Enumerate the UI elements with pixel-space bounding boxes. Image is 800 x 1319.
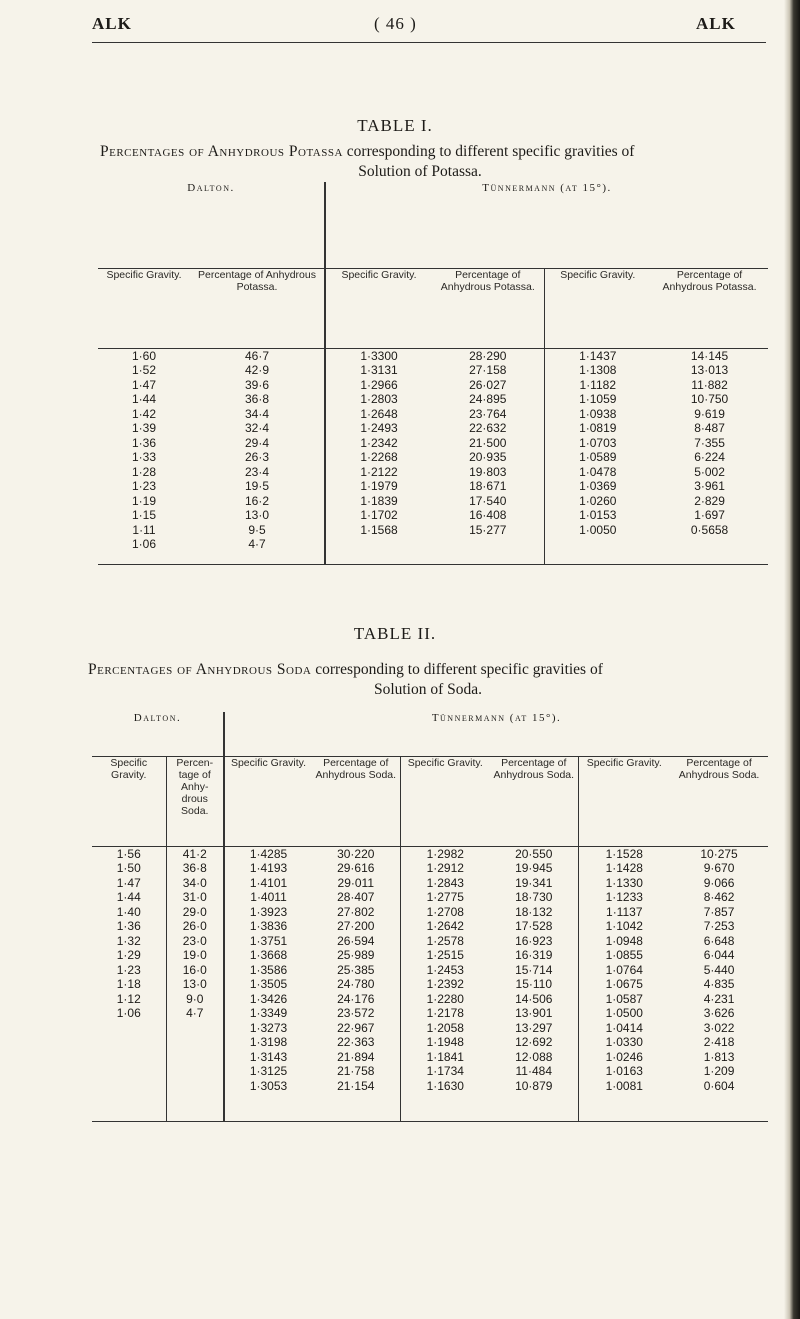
table-cell: 21·894 bbox=[337, 1049, 375, 1064]
table-cell: 12·088 bbox=[515, 1049, 553, 1064]
table-cell: 1·1630 bbox=[426, 1078, 464, 1093]
table-cell: 1·44 bbox=[116, 890, 141, 904]
table-cell: 6·648 bbox=[703, 933, 735, 948]
table-cell: 7·857 bbox=[703, 904, 735, 919]
table-cell: 20·935 bbox=[469, 450, 507, 464]
table-cell: 1·0587 bbox=[605, 991, 643, 1006]
table-cell: 29·0 bbox=[182, 904, 207, 919]
table-cell: 15·110 bbox=[515, 977, 552, 991]
table2-header: Specific Gravity. bbox=[400, 756, 490, 846]
header-left: ALK bbox=[92, 14, 132, 33]
table-cell: 1·1979 bbox=[360, 479, 398, 493]
table1-group-dalton: Dalton. bbox=[98, 182, 325, 268]
table-cell: 22·632 bbox=[469, 421, 507, 435]
table-cell: 1·0703 bbox=[579, 435, 617, 450]
table-cell: 1·2178 bbox=[426, 1006, 464, 1020]
table-cell: 27·802 bbox=[337, 904, 375, 919]
table2-group-dalton: Dalton. bbox=[92, 712, 224, 756]
table2-col-gravity bbox=[578, 846, 670, 1121]
table-cell: 5·440 bbox=[703, 962, 735, 977]
table-cell: 1·1233 bbox=[605, 890, 643, 904]
table-cell: 4·835 bbox=[703, 977, 735, 991]
table-cell: 31·0 bbox=[182, 890, 207, 904]
table-cell: 14·506 bbox=[515, 991, 553, 1006]
table1-col-gravity bbox=[98, 348, 190, 564]
table-cell: 16·2 bbox=[244, 493, 270, 508]
table1-col-percentage bbox=[432, 348, 544, 564]
table-cell: 19·803 bbox=[469, 464, 507, 479]
table-cell: 4·7 bbox=[248, 537, 266, 551]
page-edge-shadow bbox=[784, 0, 800, 1319]
table-cell: 1·2966 bbox=[360, 377, 398, 392]
table-cell: 27·158 bbox=[469, 363, 507, 377]
page-number: ( 46 ) bbox=[374, 14, 417, 33]
table1-header: Percentage of Anhydrous Potassa. bbox=[190, 268, 325, 348]
table1-header: Percentage of Anhydrous Potassa. bbox=[651, 268, 768, 348]
table-cell: 23·4 bbox=[244, 464, 270, 479]
table-cell: 1·2912 bbox=[426, 861, 464, 875]
table-cell: 1·3751 bbox=[249, 933, 288, 948]
table-cell: 1·0246 bbox=[605, 1049, 643, 1064]
table1-desc-lead: Percentages of Anhydrous Potassa bbox=[100, 143, 343, 160]
table-cell: 1·2122 bbox=[360, 464, 398, 479]
table2-title: TABLE II. bbox=[353, 624, 437, 643]
table-cell: 1·2843 bbox=[426, 875, 464, 890]
table-cell: 2·829 bbox=[694, 493, 725, 508]
table-cell: 1·3300 bbox=[360, 348, 398, 363]
table-cell: 1·50 bbox=[116, 861, 141, 875]
table-cell: 1·2803 bbox=[360, 392, 398, 406]
table-cell: 1·2280 bbox=[426, 991, 464, 1006]
table-cell: 1·11 bbox=[132, 522, 156, 537]
table-cell: 1·23 bbox=[131, 479, 157, 493]
table-cell: 1·2268 bbox=[360, 450, 398, 464]
table-cell: 1·1702 bbox=[360, 508, 398, 522]
table2-col-percentage bbox=[312, 846, 400, 1121]
table-cell: 22·967 bbox=[337, 1020, 375, 1035]
table-cell: 1·0260 bbox=[579, 493, 617, 508]
table2-group-tunnermann: Tünnermann (at 15°). bbox=[224, 712, 768, 756]
table-cell: 16·923 bbox=[515, 933, 553, 948]
table-cell: 1·0819 bbox=[579, 421, 617, 435]
table-cell: 19·5 bbox=[244, 479, 270, 493]
table-cell: 1·0369 bbox=[579, 479, 617, 493]
table-cell: 1·06 bbox=[131, 537, 157, 551]
table1-col-gravity bbox=[544, 348, 651, 564]
table-cell: 13·901 bbox=[515, 1006, 553, 1020]
table-cell: 25·989 bbox=[337, 948, 375, 962]
table-cell: 1·209 bbox=[703, 1064, 735, 1078]
table-cell: 1·2453 bbox=[426, 962, 464, 977]
table-cell: 16·0 bbox=[182, 962, 207, 977]
table-cell: 1·3198 bbox=[249, 1035, 288, 1049]
table-cell: 3·022 bbox=[703, 1020, 735, 1035]
table-cell: 23·764 bbox=[469, 406, 507, 421]
table-cell: 1·0153 bbox=[579, 508, 617, 522]
table-cell: 4·7 bbox=[186, 1006, 204, 1020]
table-cell: 1·47 bbox=[131, 377, 157, 392]
table1-header: Specific Gravity. bbox=[98, 268, 190, 348]
table-cell: 15·277 bbox=[469, 522, 507, 537]
table-cell: 9·670 bbox=[703, 861, 735, 875]
table-cell: 19·0 bbox=[182, 948, 207, 962]
table-cell: 22·363 bbox=[337, 1035, 375, 1049]
table-cell: 18·671 bbox=[469, 479, 507, 493]
table-cell: 10·750 bbox=[690, 392, 729, 406]
table2-header: Percen- tage of Anhy- drous Soda. bbox=[166, 756, 224, 846]
table-cell: 1·3426 bbox=[249, 991, 288, 1006]
table-cell: 13·013 bbox=[690, 363, 729, 377]
table-cell: 6·044 bbox=[703, 948, 735, 962]
header-right: ALK bbox=[696, 14, 736, 33]
table-cell: 1·0414 bbox=[605, 1020, 643, 1035]
table2-header: Specific Gravity. bbox=[92, 756, 166, 846]
table2-header: Specific Gravity. bbox=[578, 756, 670, 846]
table2-col-percentage bbox=[490, 846, 578, 1121]
table1-desc-end: Solution of Potassa. bbox=[358, 163, 482, 180]
table-cell: 1·2392 bbox=[426, 977, 464, 991]
table1-header: Percentage of Anhydrous Potassa. bbox=[432, 268, 544, 348]
table-cell: 1·813 bbox=[703, 1049, 735, 1064]
table-cell: 1·47 bbox=[116, 875, 141, 890]
table-cell: 1·3053 bbox=[249, 1078, 288, 1093]
table-cell: 12·692 bbox=[515, 1035, 553, 1049]
table1-desc-mid: corresponding to different specific gravities of bbox=[342, 143, 635, 160]
table-cell: 24·895 bbox=[469, 392, 507, 406]
table-cell: 21·154 bbox=[337, 1078, 375, 1093]
table-cell: 18·132 bbox=[515, 904, 553, 919]
table-cell: 1·3273 bbox=[249, 1020, 288, 1035]
table-cell: 1·3349 bbox=[249, 1006, 288, 1020]
table-cell: 1·2515 bbox=[426, 948, 464, 962]
table-cell: 1·1841 bbox=[426, 1049, 464, 1064]
table2-desc-end: Solution of Soda. bbox=[373, 681, 483, 698]
table-cell: 1·3505 bbox=[249, 977, 288, 991]
table-cell: 26·3 bbox=[244, 450, 270, 464]
table-cell: 27·200 bbox=[337, 919, 375, 933]
table-cell: 1·0478 bbox=[579, 464, 617, 479]
table-cell: 1·29 bbox=[116, 948, 141, 962]
table-cell: 21·500 bbox=[469, 435, 507, 450]
table-cell: 0·5658 bbox=[690, 522, 729, 537]
table-cell: 1·33 bbox=[131, 450, 157, 464]
table-cell: 23·572 bbox=[337, 1006, 375, 1020]
table-cell: 1·23 bbox=[116, 962, 141, 977]
table-cell: 1·2642 bbox=[426, 919, 464, 933]
table-cell: 11·882 bbox=[691, 377, 728, 392]
table-cell: 7·253 bbox=[703, 919, 735, 933]
table-cell: 1·3923 bbox=[249, 904, 288, 919]
table-cell: 16·319 bbox=[515, 948, 553, 962]
table-cell: 29·011 bbox=[337, 875, 374, 890]
table-cell: 2·418 bbox=[703, 1035, 735, 1049]
table-cell: 1·697 bbox=[694, 508, 725, 522]
table-cell: 1·39 bbox=[131, 421, 157, 435]
table-cell: 3·626 bbox=[703, 1006, 735, 1020]
table2-desc-mid: corresponding to different specific gravities of bbox=[311, 661, 603, 678]
table1-col-percentage bbox=[190, 348, 325, 564]
table-cell: 1·0050 bbox=[579, 522, 617, 537]
table-cell: 13·0 bbox=[182, 977, 207, 991]
table-cell: 1·1948 bbox=[426, 1035, 464, 1049]
table-cell: 1·1568 bbox=[360, 522, 398, 537]
table-cell: 1·52 bbox=[131, 363, 157, 377]
table-cell: 11·484 bbox=[515, 1064, 552, 1078]
table-cell: 18·730 bbox=[515, 890, 553, 904]
table-cell: 25·385 bbox=[337, 962, 375, 977]
table-cell: 28·407 bbox=[337, 890, 375, 904]
table1-header: Specific Gravity. bbox=[325, 268, 432, 348]
table-cell: 34·0 bbox=[182, 875, 207, 890]
table-cell: 1·0855 bbox=[605, 948, 643, 962]
table-cell: 4·231 bbox=[703, 991, 735, 1006]
table-cell: 16·408 bbox=[469, 508, 507, 522]
table-cell: 1·2708 bbox=[426, 904, 464, 919]
table-cell: 13·297 bbox=[515, 1020, 553, 1035]
table-cell: 1·0675 bbox=[605, 977, 643, 991]
table-cell: 1·19 bbox=[131, 493, 157, 508]
table2-col-gravity bbox=[224, 846, 312, 1121]
table-cell: 1·2982 bbox=[426, 846, 464, 861]
table-cell: 1·2493 bbox=[360, 421, 398, 435]
table-cell: 1·40 bbox=[116, 904, 141, 919]
table-cell: 1·60 bbox=[131, 348, 157, 363]
table-cell: 7·355 bbox=[694, 435, 725, 450]
table-cell: 13·0 bbox=[244, 508, 270, 522]
table-cell: 1·2775 bbox=[426, 890, 464, 904]
table-cell: 1·0500 bbox=[605, 1006, 643, 1020]
table-cell: 1·56 bbox=[116, 846, 141, 861]
table-cell: 20·550 bbox=[515, 846, 553, 861]
table-cell: 24·780 bbox=[337, 977, 375, 991]
table-cell: 1·1042 bbox=[605, 919, 643, 933]
table2 bbox=[92, 712, 768, 1122]
table-cell: 1·0938 bbox=[579, 406, 617, 421]
table-cell: 29·616 bbox=[337, 861, 375, 875]
table-cell: 19·341 bbox=[515, 875, 553, 890]
table-cell: 1·1528 bbox=[605, 846, 643, 861]
table-cell: 9·619 bbox=[694, 406, 725, 421]
table-cell: 9·0 bbox=[186, 991, 204, 1006]
table-cell: 5·002 bbox=[694, 464, 725, 479]
table-cell: 1·42 bbox=[131, 406, 157, 421]
table-cell: 1·36 bbox=[131, 435, 157, 450]
table1-col-percentage bbox=[651, 348, 768, 564]
table-cell: 1·12 bbox=[116, 991, 141, 1006]
table-cell: 28·290 bbox=[469, 348, 507, 363]
table-cell: 41·2 bbox=[182, 846, 207, 861]
table1-col-gravity bbox=[325, 348, 432, 564]
table-cell: 1·28 bbox=[131, 464, 157, 479]
table-cell: 1·2578 bbox=[426, 933, 464, 948]
table-cell: 1·44 bbox=[131, 392, 157, 406]
table-cell: 29·4 bbox=[244, 435, 270, 450]
table1-group-tunnermann: Tünnermann (at 15°). bbox=[325, 182, 768, 268]
table-cell: 34·4 bbox=[244, 406, 270, 421]
table-cell: 1·3586 bbox=[249, 962, 288, 977]
table-cell: 1·0330 bbox=[605, 1035, 643, 1049]
table-cell: 1·15 bbox=[131, 508, 157, 522]
table-cell: 1·1330 bbox=[605, 875, 643, 890]
table-cell: 1·3125 bbox=[249, 1064, 288, 1078]
table-cell: 1·0764 bbox=[605, 962, 643, 977]
table-cell: 30·220 bbox=[337, 846, 375, 861]
table2-description bbox=[88, 660, 768, 700]
table-cell: 8·462 bbox=[703, 890, 735, 904]
table2-header: Percentage of Anhydrous Soda. bbox=[490, 756, 578, 846]
table-cell: 1·4193 bbox=[249, 861, 288, 875]
table-cell: 42·9 bbox=[244, 363, 270, 377]
table-cell: 36·8 bbox=[244, 392, 270, 406]
table2-col-percentage bbox=[670, 846, 768, 1121]
table-cell: 1·3143 bbox=[249, 1049, 288, 1064]
table-cell: 1·1734 bbox=[426, 1064, 464, 1078]
table-cell: 46·7 bbox=[244, 348, 270, 363]
table2-header: Percentage of Anhydrous Soda. bbox=[670, 756, 768, 846]
table-cell: 1·1437 bbox=[579, 348, 617, 363]
table2-col-gravity bbox=[400, 846, 490, 1121]
table-cell: 1·1059 bbox=[579, 392, 617, 406]
table-cell: 15·714 bbox=[515, 962, 553, 977]
table-cell: 1·0163 bbox=[605, 1064, 643, 1078]
table-cell: 32·4 bbox=[244, 421, 270, 435]
table-cell: 24·176 bbox=[337, 991, 375, 1006]
table1 bbox=[98, 182, 768, 565]
table-cell: 17·540 bbox=[469, 493, 507, 508]
table2-header: Percentage of Anhydrous Soda. bbox=[312, 756, 400, 846]
table-cell: 1·2342 bbox=[360, 435, 398, 450]
table1-description bbox=[100, 142, 740, 182]
header-rule bbox=[92, 42, 766, 43]
table-cell: 1·3131 bbox=[360, 363, 398, 377]
table-cell: 19·945 bbox=[515, 861, 553, 875]
table-cell: 9·066 bbox=[703, 875, 735, 890]
table-cell: 1·4011 bbox=[250, 890, 287, 904]
table-cell: 1·1182 bbox=[579, 377, 616, 392]
table-cell: 1·06 bbox=[116, 1006, 141, 1020]
table-cell: 1·3836 bbox=[249, 919, 288, 933]
table-cell: 26·027 bbox=[469, 377, 507, 392]
table-cell: 1·32 bbox=[116, 933, 141, 948]
table-cell: 17·528 bbox=[515, 919, 553, 933]
table-cell: 1·0081 bbox=[605, 1078, 643, 1093]
table-cell: 6·224 bbox=[694, 450, 725, 464]
table-cell: 0·604 bbox=[703, 1078, 735, 1093]
table-cell: 1·2648 bbox=[360, 406, 398, 421]
table-cell: 21·758 bbox=[337, 1064, 375, 1078]
table-cell: 9·5 bbox=[248, 522, 266, 537]
table-cell: 1·1839 bbox=[360, 493, 398, 508]
table-cell: 1·3668 bbox=[249, 948, 288, 962]
table-cell: 8·487 bbox=[694, 421, 725, 435]
table-cell: 1·36 bbox=[116, 919, 141, 933]
table-cell: 1·0589 bbox=[579, 450, 617, 464]
table-cell: 26·0 bbox=[182, 919, 207, 933]
table1-header: Specific Gravity. bbox=[544, 268, 651, 348]
table-cell: 1·0948 bbox=[605, 933, 643, 948]
table2-col-percentage bbox=[166, 846, 224, 1121]
table-cell: 26·594 bbox=[337, 933, 375, 948]
table2-col-gravity bbox=[92, 846, 166, 1121]
table1-title: TABLE I. bbox=[357, 116, 433, 135]
table2-desc-lead: Percentages of Anhydrous Soda bbox=[88, 661, 312, 678]
table-cell: 23·0 bbox=[182, 933, 207, 948]
table-cell: 1·1137 bbox=[606, 904, 643, 919]
table-cell: 3·961 bbox=[694, 479, 725, 493]
table-cell: 14·145 bbox=[690, 348, 729, 363]
table-cell: 1·1308 bbox=[579, 363, 617, 377]
table-cell: 1·2058 bbox=[426, 1020, 464, 1035]
table-cell: 36·8 bbox=[182, 861, 207, 875]
table-cell: 1·4285 bbox=[249, 846, 288, 861]
table-cell: 1·18 bbox=[116, 977, 141, 991]
table-cell: 39·6 bbox=[244, 377, 270, 392]
running-header bbox=[92, 14, 736, 42]
table-cell: 1·1428 bbox=[605, 861, 643, 875]
table2-header: Specific Gravity. bbox=[224, 756, 312, 846]
table-cell: 1·4101 bbox=[249, 875, 288, 890]
table-cell: 10·879 bbox=[515, 1078, 553, 1093]
table-cell: 10·275 bbox=[700, 846, 738, 861]
